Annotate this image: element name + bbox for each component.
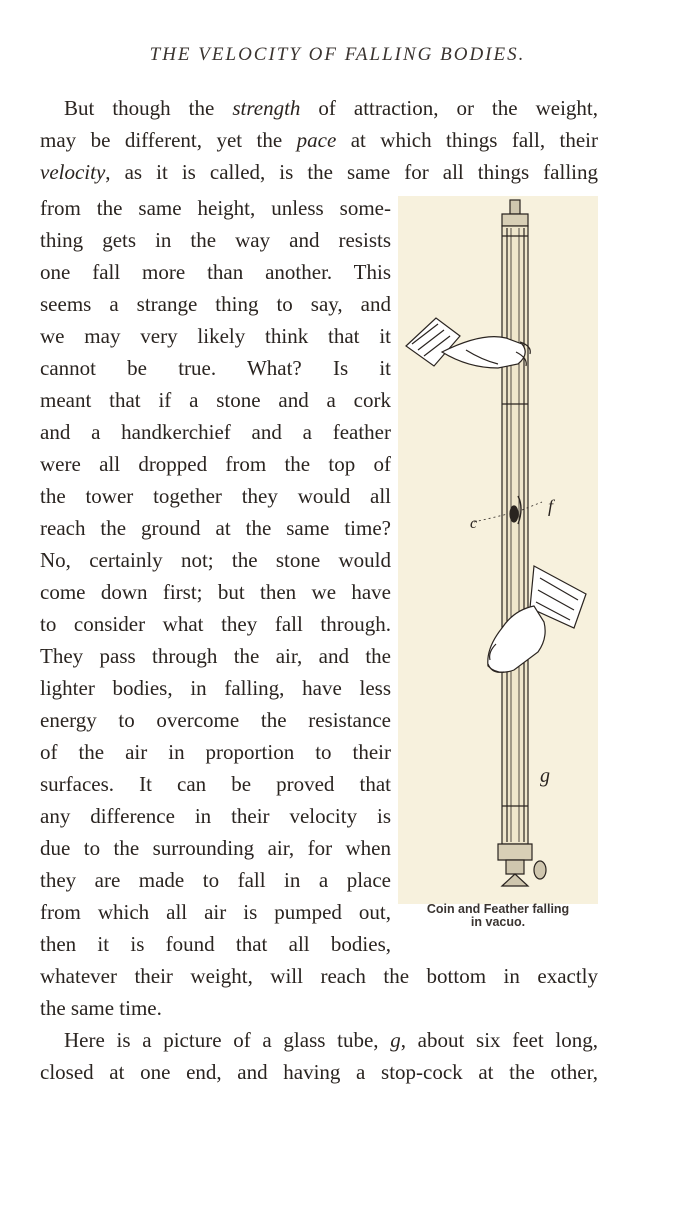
italic-word: strength: [232, 96, 301, 120]
text-line: reach the ground at the same time?: [40, 516, 391, 540]
text-line: to consider what they fall through.: [40, 612, 391, 636]
caption-line: Coin and Feather falling: [426, 902, 570, 916]
text-line: thing gets in the way and resists: [40, 228, 391, 252]
text-line: one fall more than another. This: [40, 260, 391, 284]
text-line: from the same height, unless some-: [40, 196, 391, 220]
text-line: They pass through the air, and the: [40, 644, 391, 668]
text-line: and a handkerchief and a feather: [40, 420, 391, 444]
text-line: of the air in proportion to their: [40, 740, 391, 764]
top-knob: [510, 200, 520, 214]
italic-word: velocity: [40, 160, 106, 184]
figure-caption: [398, 903, 598, 929]
text-line: closed at one end, and having a stop-cock at the other,: [40, 1060, 598, 1084]
italic-word: g: [390, 1028, 401, 1052]
stop-cock-body: [506, 860, 524, 874]
text-line: cannot be true. What? Is it: [40, 356, 391, 380]
text-line: the same time.: [40, 996, 162, 1020]
text-line: then it is found that all bodies,: [40, 932, 391, 956]
text-line: come down first; but then we have: [40, 580, 391, 604]
text-line: may be different, yet the pace at which things fall, their: [40, 128, 598, 152]
text-line: No, certainly not; the stone would: [40, 548, 391, 572]
bottom-collar: [498, 844, 532, 860]
caption-line: in vacuo.: [470, 915, 526, 929]
stop-cock-base: [502, 874, 528, 886]
top-cap: [502, 214, 528, 226]
text-line: surfaces. It can be proved that: [40, 772, 391, 796]
label-c: c: [470, 515, 478, 532]
text-line: seems a strange thing to say, and: [40, 292, 391, 316]
text-line: the tower together they would all: [40, 484, 391, 508]
text-line: from which all air is pumped out,: [40, 900, 391, 924]
text-line: meant that if a stone and a cork: [40, 388, 391, 412]
text-line: we may very likely think that it: [40, 324, 391, 348]
text-line: due to the surrounding air, for when: [40, 836, 391, 860]
figure-illustration: [398, 196, 598, 904]
text-line: whatever their weight, will reach the bottom in exactly: [40, 964, 598, 988]
label-f: f: [548, 496, 554, 516]
text-line: were all dropped from the top of: [40, 452, 391, 476]
italic-word: pace: [296, 128, 337, 152]
text-line: But though the strength of attraction, or the weight,: [64, 96, 598, 120]
text-line: energy to overcome the resistance: [40, 708, 391, 732]
stop-cock-handle: [534, 861, 546, 879]
text-line: velocity, as it is called, is the same for all things falling: [40, 160, 598, 184]
text-line: any difference in their velocity is: [40, 804, 391, 828]
label-g: g: [540, 765, 550, 787]
running-header: THE VELOCITY OF FALLING BODIES.: [149, 44, 526, 65]
text-line: Here is a picture of a glass tube, g, about six feet long,: [64, 1028, 598, 1052]
vacuum-tube-illustration: [398, 196, 598, 904]
text-line: they are made to fall in a place: [40, 868, 391, 892]
text-line: lighter bodies, in falling, have less: [40, 676, 391, 700]
coin: [510, 506, 518, 522]
